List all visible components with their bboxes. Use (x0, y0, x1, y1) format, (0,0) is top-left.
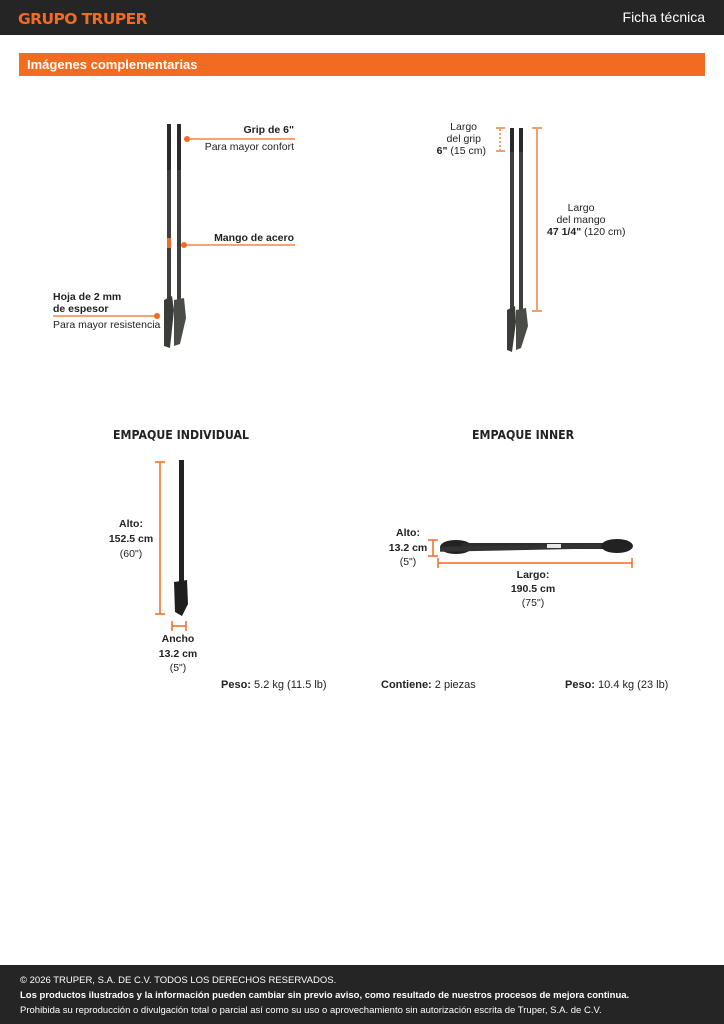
grip-length-line2: del grip (446, 133, 481, 145)
section-title: Imágenes complementarias (27, 57, 198, 72)
individual-height-cm: 152.5 cm (108, 533, 154, 545)
individual-width-label: Ancho (161, 633, 195, 645)
inner-length-label: Largo: (516, 569, 550, 581)
individual-width-cm: 13.2 cm (158, 648, 198, 660)
inner-weight-label: Peso: (565, 679, 595, 691)
inner-package-title: EMPAQUE INNER (472, 427, 575, 442)
inner-package-illustration (428, 539, 633, 568)
footer (0, 965, 724, 1024)
inner-contents-value: 2 piezas (434, 679, 476, 691)
footer-copyright: © 2026 TRUPER, S.A. DE C.V. TODOS LOS DERECHOS RESERVADOS. (20, 975, 337, 986)
post-hole-digger-illustration (164, 124, 186, 348)
document-type: Ficha técnica (622, 9, 705, 25)
inner-height-label: Alto: (396, 527, 420, 539)
footer-notice: Los productos ilustrados y la información pueden cambiar sin previo aviso, como resultado de nuestros procesos de mejora continua. (20, 990, 630, 1001)
post-hole-digger-dimension-illustration (507, 128, 528, 352)
blade-callout-subtitle: Para mayor resistencia (53, 319, 161, 331)
individual-package-illustration (155, 460, 188, 631)
inner-length-cm: 190.5 cm (510, 583, 556, 595)
handle-length-line1: Largo (567, 202, 595, 214)
individual-width-in: (5") (169, 662, 187, 674)
handle-length-cm: (120 cm) (584, 226, 626, 238)
grip-callout-title: Grip de 6" (243, 124, 294, 136)
inner-contents-label: Contiene: (381, 679, 432, 691)
brand-logo: GRUPO TRUPER (18, 10, 147, 28)
individual-package-title: EMPAQUE INDIVIDUAL (113, 427, 250, 442)
individual-height-in: (60") (119, 548, 143, 560)
handle-length-inches: 47 1/4" (547, 226, 582, 238)
grip-length-value (437, 145, 486, 157)
handle-callout-title: Mango de acero (214, 232, 294, 244)
inner-height-cm: 13.2 cm (388, 542, 428, 554)
inner-contents (381, 679, 476, 691)
individual-weight-label: Peso: (221, 679, 251, 691)
handle-length-line2: del mango (556, 214, 606, 226)
inner-weight-value: 10.4 kg (23 lb) (598, 679, 669, 691)
individual-weight-value: 5.2 kg (11.5 lb) (254, 679, 327, 691)
footer-prohibition: Prohibida su reproducción o divulgación total o parcial así como su uso o aprovechamiento sin autorización escrita de Truper, S.A. de C.V. (20, 1005, 602, 1016)
blade-callout-line2: de espesor (53, 303, 109, 315)
individual-weight (221, 679, 327, 691)
grip-length-line1: Largo (450, 121, 477, 133)
inner-weight (565, 679, 668, 691)
blade-callout-line1: Hoja de 2 mm (53, 291, 122, 303)
grip-length-cm: (15 cm) (450, 145, 486, 157)
grip-length-inches: 6" (436, 145, 448, 157)
inner-length-in: (75") (521, 597, 545, 609)
handle-length-value (547, 226, 626, 238)
grip-callout-subtitle: Para mayor confort (204, 141, 294, 153)
inner-height-in: (5") (399, 556, 417, 568)
individual-height-label: Alto: (119, 518, 143, 530)
